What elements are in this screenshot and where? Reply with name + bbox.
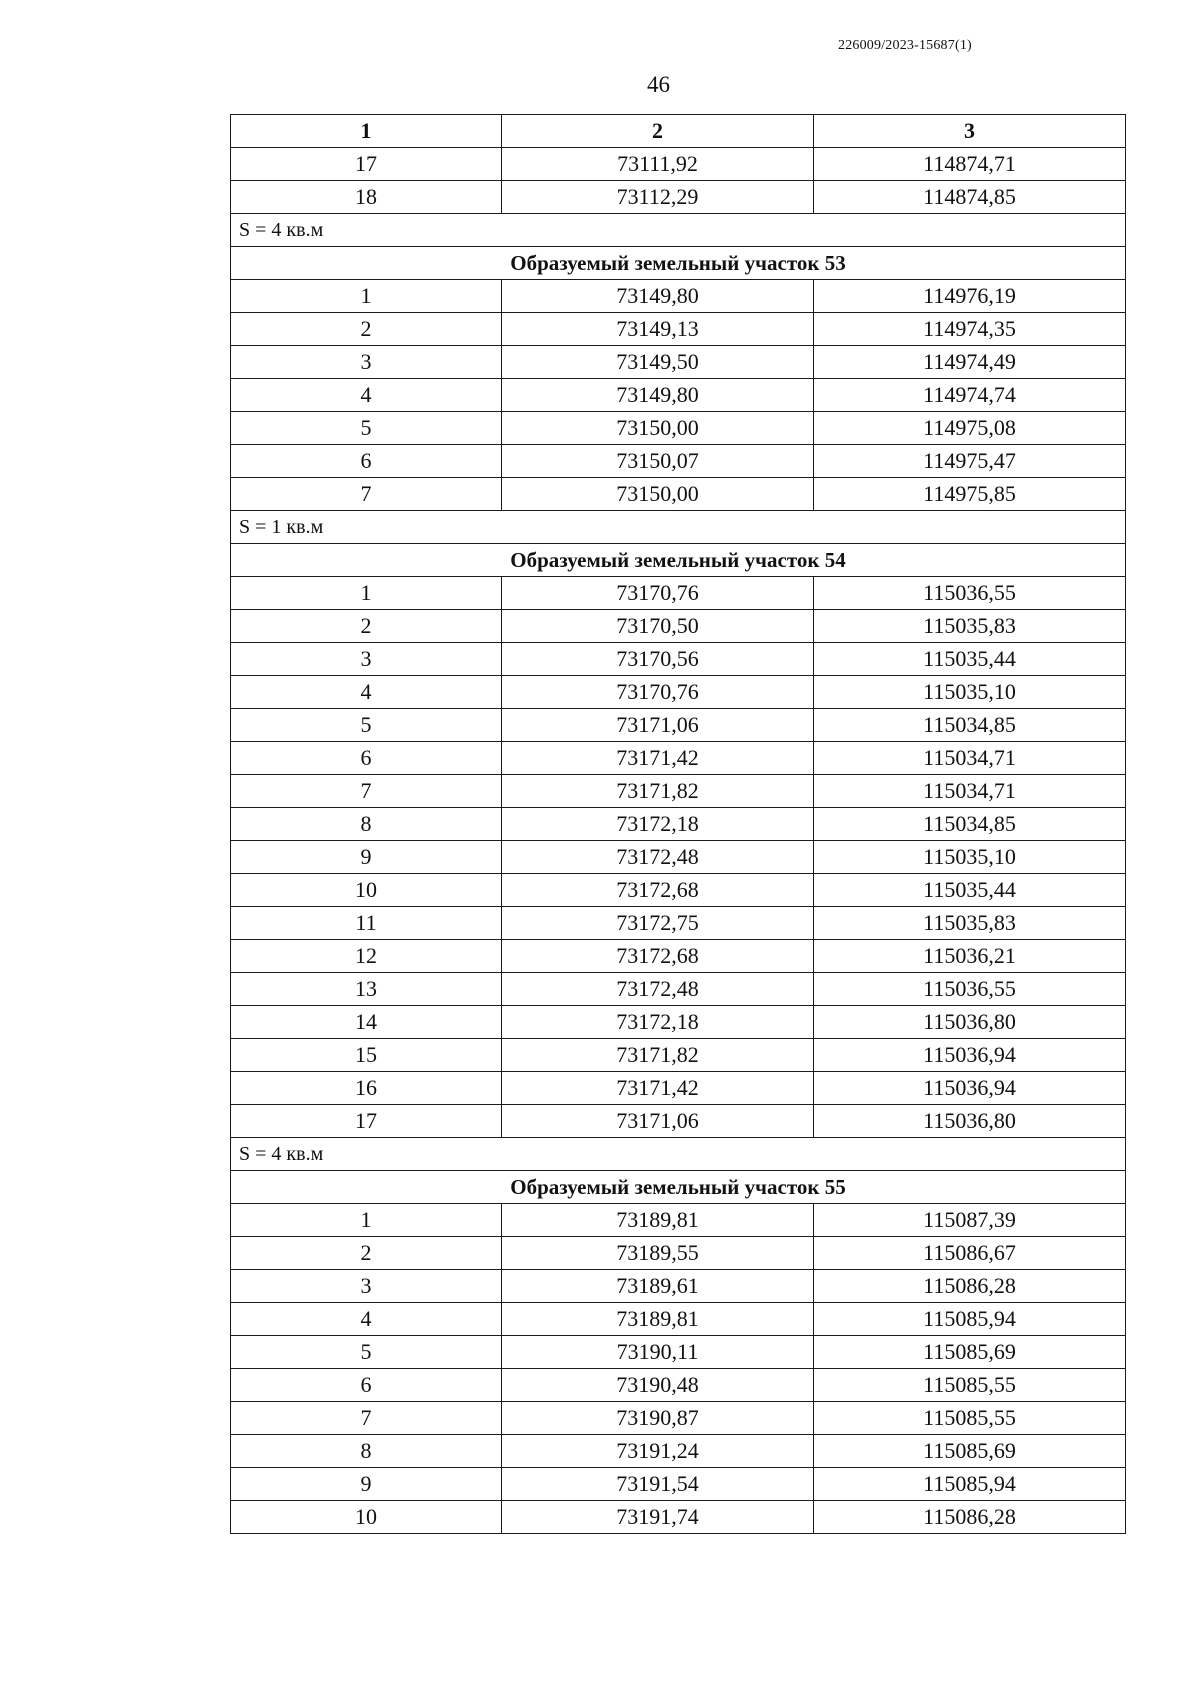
- x-coordinate-cell: 73170,56: [502, 643, 814, 676]
- table-row: [231, 775, 1126, 808]
- x-coordinate-cell: 73171,82: [502, 775, 814, 808]
- y-coordinate-cell: 114974,74: [814, 379, 1126, 412]
- table-row: [231, 379, 1126, 412]
- table-row: [231, 676, 1126, 709]
- x-coordinate-cell: 73150,07: [502, 445, 814, 478]
- table-row: [231, 709, 1126, 742]
- table-row: [231, 1303, 1126, 1336]
- x-coordinate-cell: 73189,55: [502, 1237, 814, 1270]
- point-number-cell: 13: [231, 973, 502, 1006]
- point-number-cell: 5: [231, 1336, 502, 1369]
- y-coordinate-cell: 115036,80: [814, 1006, 1126, 1039]
- section-title: Образуемый земельный участок 54: [231, 544, 1126, 577]
- table-row: [231, 940, 1126, 973]
- table-row: [231, 445, 1126, 478]
- coordinates-table: [230, 114, 1126, 1534]
- y-coordinate-cell: 115085,55: [814, 1369, 1126, 1402]
- area-value: S = 4 кв.м: [231, 1138, 1126, 1171]
- x-coordinate-cell: 73172,68: [502, 940, 814, 973]
- y-coordinate-cell: 115035,83: [814, 610, 1126, 643]
- y-coordinate-cell: 115036,55: [814, 973, 1126, 1006]
- x-coordinate-cell: 73172,68: [502, 874, 814, 907]
- y-coordinate-cell: 115036,94: [814, 1072, 1126, 1105]
- y-coordinate-cell: 115086,28: [814, 1501, 1126, 1534]
- section-title-row: [231, 1171, 1126, 1204]
- table-row: [231, 1204, 1126, 1237]
- table-row: [231, 1105, 1126, 1138]
- point-number-cell: 5: [231, 709, 502, 742]
- x-coordinate-cell: 73190,11: [502, 1336, 814, 1369]
- table-row: [231, 1006, 1126, 1039]
- table-row: [231, 808, 1126, 841]
- x-coordinate-cell: 73191,24: [502, 1435, 814, 1468]
- y-coordinate-cell: 114976,19: [814, 280, 1126, 313]
- y-coordinate-cell: 114974,49: [814, 346, 1126, 379]
- point-number-cell: 3: [231, 1270, 502, 1303]
- y-coordinate-cell: 115086,28: [814, 1270, 1126, 1303]
- x-coordinate-cell: 73191,54: [502, 1468, 814, 1501]
- section-title: Образуемый земельный участок 55: [231, 1171, 1126, 1204]
- point-number-cell: 16: [231, 1072, 502, 1105]
- point-number-cell: 11: [231, 907, 502, 940]
- x-coordinate-cell: 73149,50: [502, 346, 814, 379]
- section-title-row: [231, 247, 1126, 280]
- y-coordinate-cell: 114974,35: [814, 313, 1126, 346]
- table-row: [231, 181, 1126, 214]
- point-number-cell: 18: [231, 181, 502, 214]
- area-value: S = 1 кв.м: [231, 511, 1126, 544]
- table-row: [231, 280, 1126, 313]
- x-coordinate-cell: 73190,48: [502, 1369, 814, 1402]
- table-row: [231, 1435, 1126, 1468]
- page-number: 46: [647, 72, 670, 97]
- x-coordinate-cell: 73171,06: [502, 709, 814, 742]
- y-coordinate-cell: 115036,21: [814, 940, 1126, 973]
- point-number-cell: 8: [231, 808, 502, 841]
- x-coordinate-cell: 73149,80: [502, 379, 814, 412]
- x-coordinate-cell: 73171,42: [502, 1072, 814, 1105]
- point-number-cell: 10: [231, 1501, 502, 1534]
- y-coordinate-cell: 115034,85: [814, 709, 1126, 742]
- point-number-cell: 1: [231, 1204, 502, 1237]
- x-coordinate-cell: 73189,81: [502, 1303, 814, 1336]
- table-row: [231, 742, 1126, 775]
- table-row: [231, 1468, 1126, 1501]
- x-coordinate-cell: 73171,06: [502, 1105, 814, 1138]
- table-row: [231, 577, 1126, 610]
- table-row: [231, 148, 1126, 181]
- y-coordinate-cell: 115034,71: [814, 775, 1126, 808]
- point-number-cell: 9: [231, 1468, 502, 1501]
- column-header: 2: [502, 115, 814, 148]
- y-coordinate-cell: 115035,44: [814, 643, 1126, 676]
- column-header: 1: [231, 115, 502, 148]
- column-header: 3: [814, 115, 1126, 148]
- table-row: [231, 1270, 1126, 1303]
- table-row: [231, 478, 1126, 511]
- y-coordinate-cell: 115085,69: [814, 1336, 1126, 1369]
- point-number-cell: 9: [231, 841, 502, 874]
- point-number-cell: 2: [231, 313, 502, 346]
- table-header-row: [231, 115, 1126, 148]
- table-row: [231, 1336, 1126, 1369]
- x-coordinate-cell: 73189,81: [502, 1204, 814, 1237]
- table-row: [231, 1072, 1126, 1105]
- table-row: [231, 1369, 1126, 1402]
- x-coordinate-cell: 73111,92: [502, 148, 814, 181]
- point-number-cell: 14: [231, 1006, 502, 1039]
- x-coordinate-cell: 73170,76: [502, 577, 814, 610]
- y-coordinate-cell: 115085,55: [814, 1402, 1126, 1435]
- table-row: [231, 1501, 1126, 1534]
- x-coordinate-cell: 73190,87: [502, 1402, 814, 1435]
- point-number-cell: 10: [231, 874, 502, 907]
- point-number-cell: 6: [231, 742, 502, 775]
- y-coordinate-cell: 114975,85: [814, 478, 1126, 511]
- x-coordinate-cell: 73172,75: [502, 907, 814, 940]
- x-coordinate-cell: 73149,80: [502, 280, 814, 313]
- point-number-cell: 17: [231, 148, 502, 181]
- table-row: [231, 1237, 1126, 1270]
- point-number-cell: 3: [231, 346, 502, 379]
- table-row: [231, 610, 1126, 643]
- point-number-cell: 17: [231, 1105, 502, 1138]
- area-row: [231, 214, 1126, 247]
- x-coordinate-cell: 73172,48: [502, 841, 814, 874]
- y-coordinate-cell: 115086,67: [814, 1237, 1126, 1270]
- point-number-cell: 1: [231, 577, 502, 610]
- point-number-cell: 7: [231, 478, 502, 511]
- y-coordinate-cell: 115035,10: [814, 676, 1126, 709]
- y-coordinate-cell: 115035,83: [814, 907, 1126, 940]
- point-number-cell: 3: [231, 643, 502, 676]
- area-row: [231, 1138, 1126, 1171]
- point-number-cell: 7: [231, 775, 502, 808]
- point-number-cell: 15: [231, 1039, 502, 1072]
- table-row: [231, 841, 1126, 874]
- x-coordinate-cell: 73171,82: [502, 1039, 814, 1072]
- y-coordinate-cell: 115085,69: [814, 1435, 1126, 1468]
- point-number-cell: 4: [231, 1303, 502, 1336]
- point-number-cell: 5: [231, 412, 502, 445]
- x-coordinate-cell: 73189,61: [502, 1270, 814, 1303]
- table-row: [231, 874, 1126, 907]
- table-row: [231, 313, 1126, 346]
- area-value: S = 4 кв.м: [231, 214, 1126, 247]
- x-coordinate-cell: 73150,00: [502, 478, 814, 511]
- point-number-cell: 1: [231, 280, 502, 313]
- section-title: Образуемый земельный участок 53: [231, 247, 1126, 280]
- y-coordinate-cell: 115035,10: [814, 841, 1126, 874]
- table-row: [231, 412, 1126, 445]
- point-number-cell: 4: [231, 676, 502, 709]
- point-number-cell: 8: [231, 1435, 502, 1468]
- y-coordinate-cell: 114874,85: [814, 181, 1126, 214]
- x-coordinate-cell: 73172,18: [502, 808, 814, 841]
- area-row: [231, 511, 1126, 544]
- x-coordinate-cell: 73170,76: [502, 676, 814, 709]
- x-coordinate-cell: 73112,29: [502, 181, 814, 214]
- point-number-cell: 4: [231, 379, 502, 412]
- table-row: [231, 1402, 1126, 1435]
- y-coordinate-cell: 115085,94: [814, 1468, 1126, 1501]
- y-coordinate-cell: 115034,71: [814, 742, 1126, 775]
- y-coordinate-cell: 115034,85: [814, 808, 1126, 841]
- y-coordinate-cell: 115036,94: [814, 1039, 1126, 1072]
- table-row: [231, 346, 1126, 379]
- y-coordinate-cell: 114975,47: [814, 445, 1126, 478]
- point-number-cell: 2: [231, 610, 502, 643]
- x-coordinate-cell: 73172,48: [502, 973, 814, 1006]
- y-coordinate-cell: 115036,55: [814, 577, 1126, 610]
- y-coordinate-cell: 115036,80: [814, 1105, 1126, 1138]
- y-coordinate-cell: 115035,44: [814, 874, 1126, 907]
- y-coordinate-cell: 114874,71: [814, 148, 1126, 181]
- section-title-row: [231, 544, 1126, 577]
- coordinates-table-body: [231, 115, 1126, 1534]
- point-number-cell: 7: [231, 1402, 502, 1435]
- y-coordinate-cell: 115087,39: [814, 1204, 1126, 1237]
- point-number-cell: 2: [231, 1237, 502, 1270]
- table-row: [231, 643, 1126, 676]
- table-row: [231, 907, 1126, 940]
- point-number-cell: 6: [231, 445, 502, 478]
- y-coordinate-cell: 114975,08: [814, 412, 1126, 445]
- document-id: 226009/2023-15687(1): [838, 38, 972, 53]
- x-coordinate-cell: 73170,50: [502, 610, 814, 643]
- x-coordinate-cell: 73150,00: [502, 412, 814, 445]
- x-coordinate-cell: 73171,42: [502, 742, 814, 775]
- y-coordinate-cell: 115085,94: [814, 1303, 1126, 1336]
- table-row: [231, 973, 1126, 1006]
- point-number-cell: 12: [231, 940, 502, 973]
- table-row: [231, 1039, 1126, 1072]
- x-coordinate-cell: 73149,13: [502, 313, 814, 346]
- x-coordinate-cell: 73172,18: [502, 1006, 814, 1039]
- x-coordinate-cell: 73191,74: [502, 1501, 814, 1534]
- point-number-cell: 6: [231, 1369, 502, 1402]
